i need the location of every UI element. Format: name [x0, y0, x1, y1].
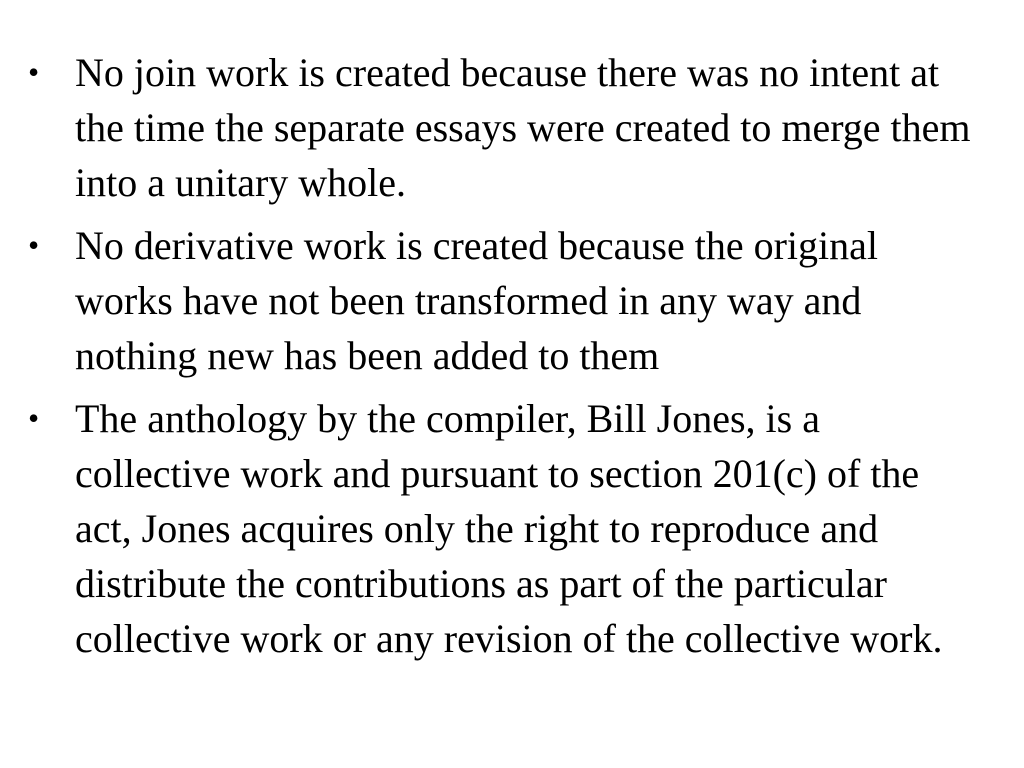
bullet-icon: •	[28, 400, 40, 436]
bullet-text: No join work is created because there was no intent at the time the separate essays were created to merge them into a unitary whole.	[75, 50, 971, 205]
bullet-item-joint-work	[28, 45, 984, 210]
bullet-list	[28, 45, 984, 666]
bullet-item-derivative-work	[28, 218, 984, 383]
bullet-icon: •	[28, 54, 40, 90]
bullet-item-collective-work	[28, 391, 984, 666]
bullet-icon: •	[28, 227, 40, 263]
bullet-text: No derivative work is created because the original works have not been transformed in any way and nothing new has been added to them	[75, 223, 879, 378]
bullet-text: The anthology by the compiler, Bill Jones, is a collective work and pursuant to section 201(c) of the act, Jones acquires only the right to reproduce and distribute the contributions as part of the particular collective work or any revision of the collective work.	[75, 396, 943, 661]
